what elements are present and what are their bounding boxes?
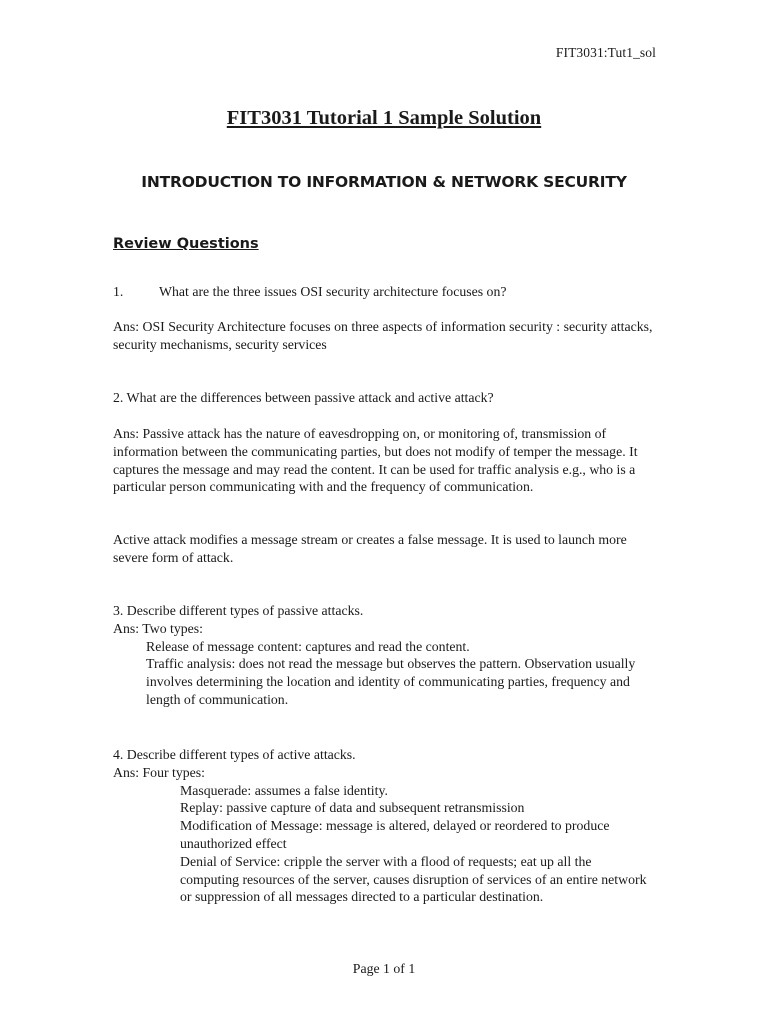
answer-4-intro: Ans: Four types: (113, 764, 205, 780)
question-3: 3. Describe different types of passive attacks. (113, 603, 364, 618)
answer-3-item: Traffic analysis: does not read the message but observes the pattern. Observation usually involves determining the location and identity of communicating parties, frequency and length of communication. (146, 656, 636, 707)
page-number-footer: Page 1 of 1 (352, 961, 416, 976)
section-heading-review-questions: Review Questions (113, 236, 259, 252)
answer-4-item: Replay: passive capture of data and subsequent retransmission (180, 800, 525, 816)
answer-3-item: Release of message content: captures and read the content. (146, 638, 470, 654)
question-4-block (113, 746, 653, 906)
header-doc-code: FIT3031:Tut1_sol (555, 45, 656, 60)
answer-2-passive: Ans: Passive attack has the nature of eavesdropping on, or monitoring of, transmission of information between the communicating parties, but does not modify of temper the message. It captures the message and may read the content. It can be used for traffic analysis e.g., who is a particular person communicating with and the frequency of communication. (113, 426, 638, 495)
answer-4-item: Denial of Service: cripple the server with a flood of requests; eat up all the computing resources of the server, causes disruption of services of an entire network or suppression of all messages directed to a particular destination. (180, 853, 647, 905)
answer-1: Ans: OSI Security Architecture focuses on three aspects of information security : security attacks, security mechanisms, security services (113, 319, 653, 352)
answer-3-intro: Ans: Two types: (113, 620, 203, 636)
question-1 (113, 283, 653, 301)
question-1-number: 1. (113, 284, 124, 299)
question-4: 4. Describe different types of active attacks. (113, 747, 356, 762)
answer-2-active: Active attack modifies a message stream or creates a false message. It is used to launch more severe form of attack. (113, 532, 627, 565)
document-title: FIT3031 Tutorial 1 Sample Solution (226, 107, 542, 129)
question-2: 2. What are the differences between passive attack and active attack? (113, 390, 494, 405)
question-3-block (113, 602, 653, 709)
answer-4-item: Masquerade: assumes a false identity. (180, 782, 388, 798)
question-1-text: What are the three issues OSI security architecture focuses on? (159, 284, 507, 299)
answer-4-item: Modification of Message: message is altered, delayed or reordered to produce unauthorized effect (180, 818, 610, 851)
document-subtitle: INTRODUCTION TO INFORMATION & NETWORK SECURITY (141, 173, 627, 191)
